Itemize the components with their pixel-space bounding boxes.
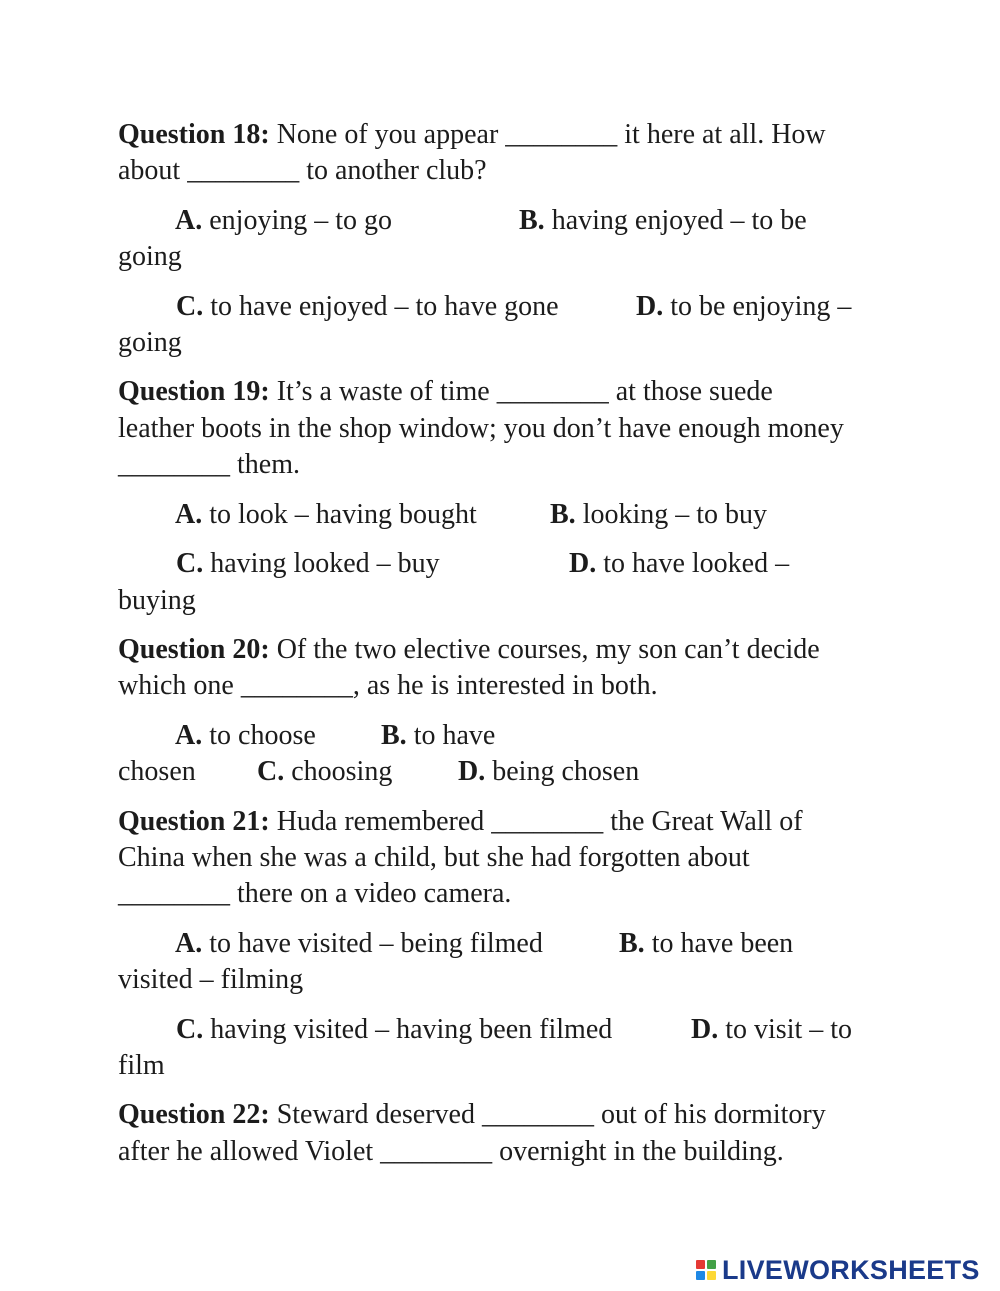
logo-text: LIVEWORKSHEETS bbox=[722, 1255, 980, 1285]
liveworksheets-logo[interactable] bbox=[696, 1255, 980, 1285]
question-20-option-b[interactable] bbox=[381, 718, 495, 754]
logo-square-yellow bbox=[707, 1271, 716, 1280]
option-letter: A. bbox=[175, 928, 203, 959]
question-18-label: Question 18: bbox=[118, 119, 270, 150]
option-text: to look – having bought bbox=[209, 499, 477, 530]
question-20-label: Question 20: bbox=[118, 634, 270, 665]
option-letter: A. bbox=[175, 499, 203, 530]
option-text: being chosen bbox=[492, 756, 640, 787]
option-letter: A. bbox=[175, 720, 203, 751]
question-19-option-b[interactable] bbox=[550, 497, 767, 533]
logo-square-red bbox=[696, 1260, 705, 1269]
option-text: to have enjoyed – to have gone bbox=[210, 291, 559, 322]
option-letter: B. bbox=[619, 928, 645, 959]
question-18-option-b[interactable] bbox=[519, 203, 807, 239]
option-text: to choose bbox=[209, 720, 316, 751]
question-19-line-3: ________ them. bbox=[118, 449, 300, 480]
option-letter: B. bbox=[550, 499, 576, 530]
question-22-line-2: after he allowed Violet ________ overnight in the building. bbox=[118, 1136, 784, 1167]
logo-square-green bbox=[707, 1260, 716, 1269]
option-text: choosing bbox=[291, 756, 393, 787]
liveworksheets-logo-icon bbox=[696, 1260, 716, 1280]
question-20-option-c[interactable] bbox=[257, 754, 392, 790]
option-text: to have bbox=[413, 720, 496, 751]
option-letter: A. bbox=[175, 205, 203, 236]
question-20-option-b-wrap: chosen bbox=[118, 756, 196, 787]
option-text: enjoying – to go bbox=[209, 205, 392, 236]
question-18-stem-1: None of you appear ________ it here at all. How bbox=[276, 119, 826, 150]
question-21-option-b-wrap: visited – filming bbox=[118, 964, 304, 995]
question-18-option-c[interactable] bbox=[176, 289, 559, 325]
question-21-line-1 bbox=[118, 804, 803, 840]
logo-square-blue bbox=[696, 1271, 705, 1280]
question-22-label: Question 22: bbox=[118, 1099, 270, 1130]
question-20-stem-1: Of the two elective courses, my son can’t decide bbox=[276, 634, 820, 665]
option-text: having visited – having been filmed bbox=[210, 1014, 613, 1045]
question-19-label: Question 19: bbox=[118, 376, 270, 407]
question-18-option-d[interactable] bbox=[636, 289, 851, 325]
option-letter: C. bbox=[257, 756, 285, 787]
option-letter: D. bbox=[691, 1014, 719, 1045]
question-22-line-1 bbox=[118, 1097, 826, 1133]
option-letter: D. bbox=[636, 291, 664, 322]
question-18-option-d-wrap: going bbox=[118, 327, 182, 358]
option-letter: B. bbox=[381, 720, 407, 751]
question-20-option-a[interactable] bbox=[175, 718, 316, 754]
option-text: to be enjoying – bbox=[670, 291, 852, 322]
option-letter: C. bbox=[176, 548, 204, 579]
question-18-stem-2: about ________ to another club? bbox=[118, 155, 487, 186]
option-letter: C. bbox=[176, 291, 204, 322]
question-21-option-b[interactable] bbox=[619, 926, 793, 962]
option-text: having looked – buy bbox=[210, 548, 440, 579]
question-18-line-1 bbox=[118, 117, 826, 153]
question-22-stem-1: Steward deserved ________ out of his dormitory bbox=[276, 1099, 826, 1130]
option-letter: D. bbox=[569, 548, 597, 579]
question-19-line-1 bbox=[118, 374, 773, 410]
question-19-option-a[interactable] bbox=[175, 497, 477, 533]
question-19-line-2: leather boots in the shop window; you don’t have enough money bbox=[118, 413, 844, 444]
question-21-line-3: ________ there on a video camera. bbox=[118, 878, 512, 909]
question-21-line-2: China when she was a child, but she had forgotten about bbox=[118, 842, 750, 873]
option-letter: B. bbox=[519, 205, 545, 236]
question-20-option-d[interactable] bbox=[458, 754, 639, 790]
option-letter: D. bbox=[458, 756, 486, 787]
question-18-option-b-wrap: going bbox=[118, 241, 182, 272]
question-19-option-d-wrap: buying bbox=[118, 585, 196, 616]
question-21-stem-1: Huda remembered ________ the Great Wall of bbox=[276, 806, 803, 837]
option-text: having enjoyed – to be bbox=[551, 205, 807, 236]
question-19-option-d[interactable] bbox=[569, 546, 789, 582]
option-letter: C. bbox=[176, 1014, 204, 1045]
question-18-line-2 bbox=[118, 153, 487, 189]
question-21-option-a[interactable] bbox=[175, 926, 543, 962]
option-text: to have visited – being filmed bbox=[209, 928, 543, 959]
question-20-line-1 bbox=[118, 632, 820, 668]
question-21-option-d-wrap: film bbox=[118, 1050, 165, 1081]
question-21-label: Question 21: bbox=[118, 806, 270, 837]
option-text: to have looked – bbox=[603, 548, 790, 579]
option-text: to visit – to bbox=[725, 1014, 853, 1045]
option-text: looking – to buy bbox=[582, 499, 768, 530]
question-19-stem-1: It’s a waste of time ________ at those suede bbox=[276, 376, 773, 407]
question-20-line-2: which one ________, as he is interested in both. bbox=[118, 670, 658, 701]
question-18-option-a[interactable] bbox=[175, 203, 392, 239]
question-21-option-c[interactable] bbox=[176, 1012, 612, 1048]
option-text: to have been bbox=[651, 928, 794, 959]
question-19-option-c[interactable] bbox=[176, 546, 440, 582]
question-21-option-d[interactable] bbox=[691, 1012, 852, 1048]
